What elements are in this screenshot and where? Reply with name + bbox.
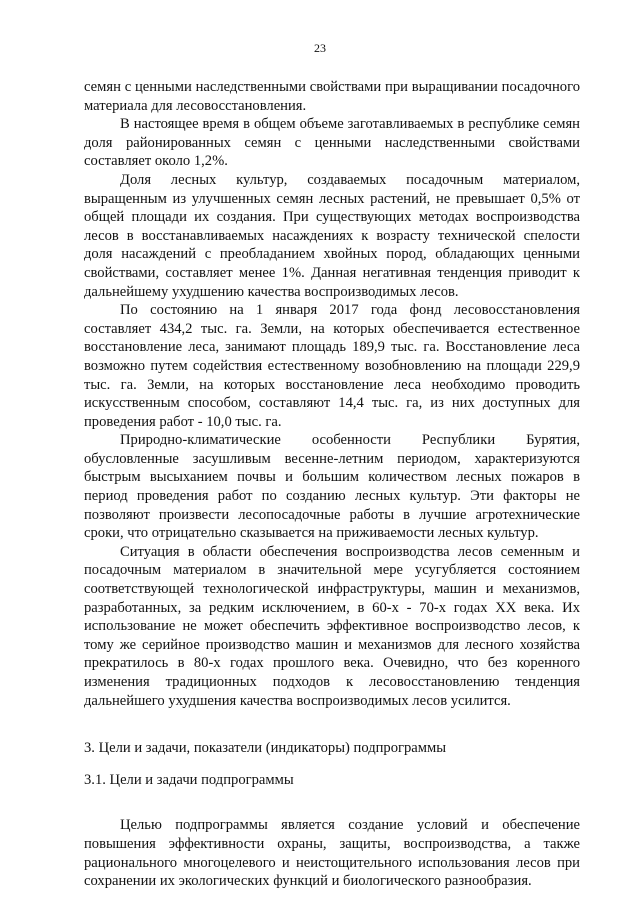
paragraph-climate: Природно-климатические особенности Республики Бурятия, обусловленные засушливым весенне-летним периодом, характеризуются быстрым высыханием почвы и большим количеством лесных пожаров в период проведения работ по созданию лесных культур. Эти факторы не позволяют произвести лесопосадочные работы в лучшие агротехнические сроки, что отрицательно сказывается на приживаемости лесных культур. <box>84 432 580 542</box>
paragraph-reforestation-fund: По состоянию на 1 января 2017 года фонд лесовосстановления составляет 434,2 тыс. га. Земли, на которых обеспечивается естественное восстановление леса, занимают площадь 189,9 тыс. га. Восстановление леса возможно путем содействия естественному возобновлению на площади 229,9 тыс. га. Земли, на которых восстановление леса необходимо проводить искусственным способом, составляют 14,4 тыс. га, из них доступных для проведения работ - 10,0 тыс. га. <box>84 302 580 430</box>
paragraph-goal: Целью подпрограммы является создание условий и обеспечение повышения эффективности охраны, защиты, воспроизводства, а также рационального многоцелевого и неистощительного использования лесов при сохранении их экологических функций и биологического разнообразия. <box>84 817 580 890</box>
paragraph-seeds-share: В настоящее время в общем объеме заготавливаемых в республике семян доля районированных семян с ценными наследственными свойствами составляет около 1,2%. <box>84 116 580 170</box>
section-heading: 3. Цели и задачи, показатели (индикаторы) подпрограммы <box>84 740 447 757</box>
page-number: 23 <box>314 41 326 55</box>
paragraph-infrastructure: Ситуация в области обеспечения воспроизводства лесов семенным и посадочным материалом в значительной мере усугубляется состоянием соответствующей технологической инфраструктуры, машин и механизмов, разработанных, за редким исключением, в 60-х - 70-х годах XX века. Их использование не может обеспечить эффективное воспроизводство лесов, к тому же серийное производство машин и механизмов для лесного хозяйства прекратилось в 80-х годах прошлого века. Очевидно, что без коренного изменения традиционных подходов к лесовосстановлению тенденция дальнейшего ухудшения качества воспроизводимых лесов усилится. <box>84 543 580 709</box>
paragraph-continuation: семян с ценными наследственными свойствами при выращивании посадочного материала для лесовосстановления. <box>84 79 580 114</box>
document-body <box>84 78 580 891</box>
paragraph-forest-cultures: Доля лесных культур, создаваемых посадочным материалом, выращенным из улучшенных семян лесных растений, не превышает 0,5% от общей площади их создания. При существующих методах воспроизводства лесов в восстанавливаемых насаждениях к возрасту технической спелости доля насаждений с преобладанием хвойных пород, обладающих ценными свойствами, составляет менее 1%. Данная негативная тенденция приводит к дальнейшему ухудшению качества воспроизводимых лесов. <box>84 171 580 300</box>
subsection-heading: 3.1. Цели и задачи подпрограммы <box>84 771 294 788</box>
